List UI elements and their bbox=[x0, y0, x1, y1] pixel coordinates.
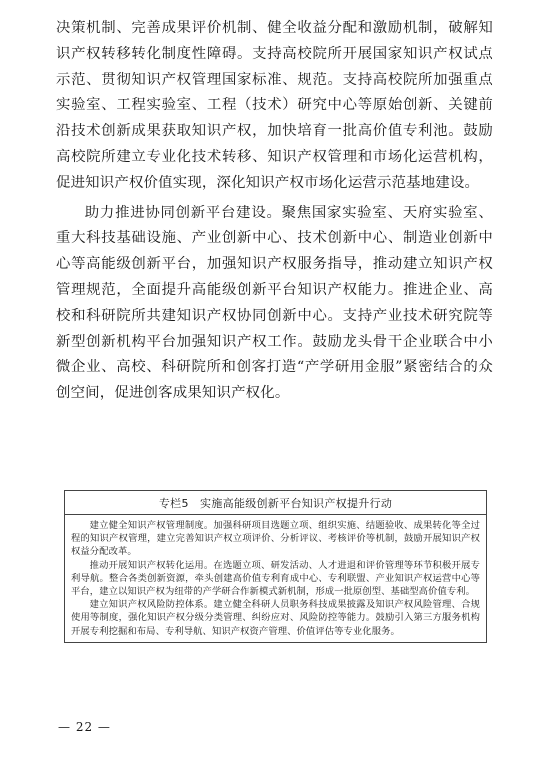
box-item: 建立知识产权风险防控体系。建立健全科研人员职务科技成果披露及知识产权风险管理、合规使用等制度，强化知识产权分级分类管理、纠纷应对、风险防控等能力。鼓励引入第三方服务机构开展专利挖掘和布局、专利导航、知识产权资产管理、价值评估等专业化服务。 bbox=[71, 599, 480, 637]
paragraph-1: 决策机制、完善成果评价机制、健全收益分配和激励机制，破解知识产权转移转化制度性障碍。支持高校院所开展国家知识产权试点示范、贯彻知识产权管理国家标准、规范。支持高校院所加强重点实验室、工程实验室、工程（技术）研究中心等原始创新、关键前沿技术创新成果获取知识产权，加快培育一批高价值专利池。鼓励高校院所建立专业化技术转移、知识产权管理和市场化运营机构，促进知识产权价值实现，深化知识产权市场化运营示范基地建设。 bbox=[56, 20, 493, 191]
page-number: — 22 — bbox=[58, 720, 111, 734]
box-item: 推动开展知识产权转化运用。在选题立项、研发活动、人才进退和评价管理等环节积极开展专利导航。整合各类创新资源，牵头创建高价值专利育成中心、专利联盟、产业知识产权运营中心等平台，建立以知识产权为纽带的产学研合作新模式新机制，形成一批原创型、基础型高价值专利。 bbox=[71, 559, 480, 598]
box-title: 专栏5 实施高能级创新平台知识产权提升行动 bbox=[65, 491, 486, 515]
box-body bbox=[65, 515, 486, 642]
paragraph-2: 助力推进协同创新平台建设。聚焦国家实验室、天府实验室、重大科技基础设施、产业创新中心、技术创新中心、制造业创新中心等高能级创新平台，加强知识产权服务指导，推动建立知识产权管理规范，全面提升高能级创新平台知识产权能力。推进企业、高校和科研院所共建知识产权协同创新中心。支持产业技术研究院等新型创新机构平台加强知识产权工作。鼓励龙头骨干企业联合中小微企业、高校、科研院所和创客打造“产学研用金服”紧密结合的众创空间，促进创客成果知识产权化。 bbox=[56, 204, 493, 402]
sidebar-box bbox=[64, 490, 487, 643]
document-body bbox=[56, 16, 493, 407]
box-item: 建立健全知识产权管理制度。加强科研项目选题立项、组织实施、结题验收、成果转化等全过程的知识产权管理，建立完善知识产权立项评价、分析评议、考核评价等机制，鼓励开展知识产权权益分配改革。 bbox=[71, 520, 480, 558]
